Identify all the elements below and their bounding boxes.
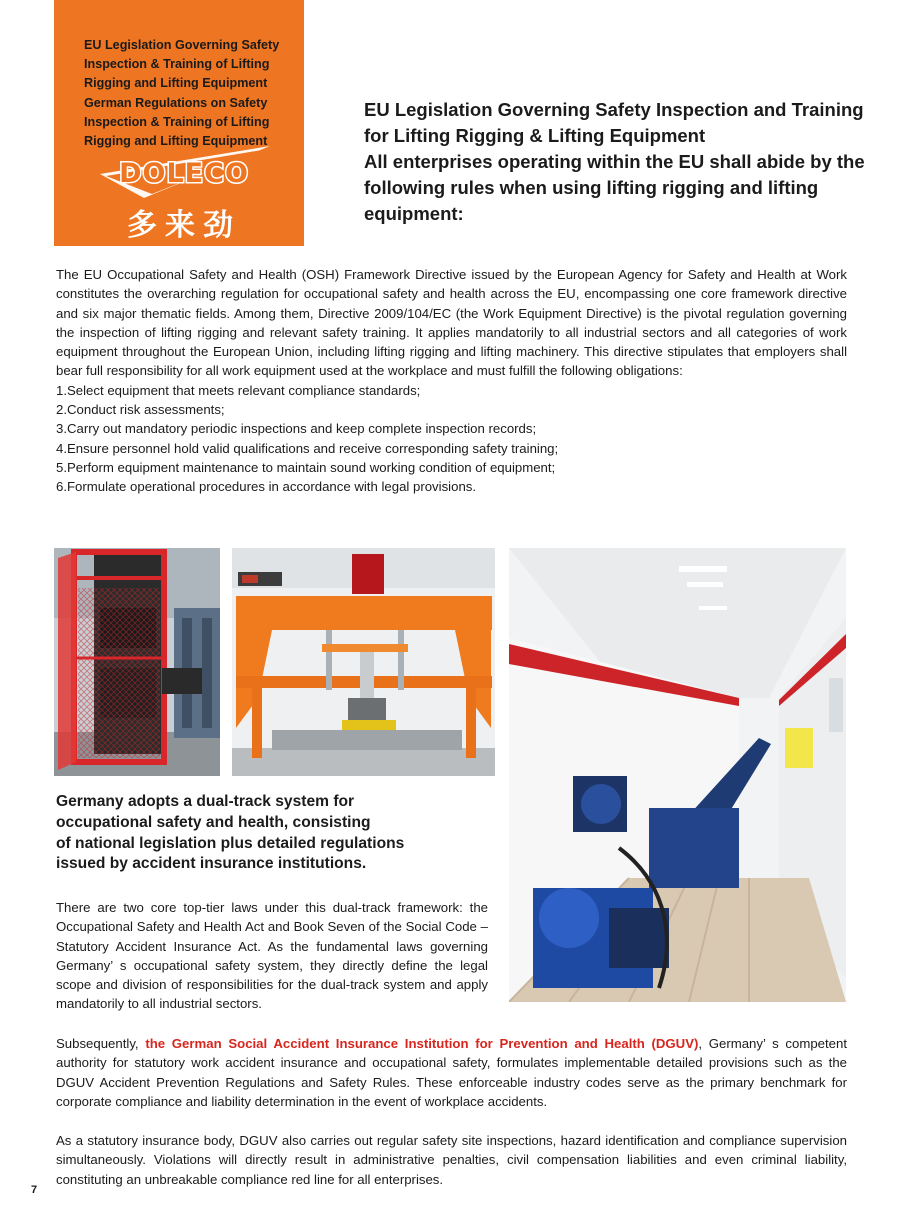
- logo-wordmark: DOLECO: [119, 158, 249, 189]
- obligations-list: [56, 381, 847, 497]
- badge-text: [84, 36, 284, 151]
- germany-heading-line: occupational safety and health, consisting: [56, 813, 371, 831]
- photo-orange-test-frame: [232, 548, 495, 776]
- germany-body: [56, 898, 488, 1014]
- dguv-prefix: Subsequently,: [56, 1036, 146, 1051]
- photo-test-lab: [509, 548, 846, 1002]
- headline-line: equipment:: [364, 203, 464, 224]
- page-number: 7: [31, 1184, 38, 1196]
- dguv-suffix: , Germany’ s competent authority for statutory work accident insurance and occupational safety, formulates implementable detailed provisions such as the DGUV Accident Prevention Regulations and Safety Rules. These enforceable industry codes serve as the primary benchmark for corporate compliance and liability determination in the event of workplace accidents.: [56, 1036, 848, 1109]
- obligation-item: 4.Ensure personnel hold valid qualifications and receive corresponding safety training;: [56, 440, 559, 456]
- obligation-item: 3.Carry out mandatory periodic inspections and keep complete inspection records;: [56, 421, 537, 437]
- photo-tensile-tester: [54, 548, 220, 776]
- title-badge: [54, 0, 304, 246]
- germany-heading-line: Germany adopts a dual-track system for: [56, 793, 355, 810]
- germany-heading-line: of national legislation plus detailed regulations: [56, 834, 405, 852]
- headline-line: EU Legislation Governing Safety Inspection and Training: [364, 99, 864, 120]
- badge-line: Rigging and Lifting Equipment: [84, 134, 268, 149]
- dguv-highlight: the German Social Accident Insurance Institution for Prevention and Health (DGUV): [145, 1036, 699, 1051]
- headline-line: following rules when using lifting rigging and lifting: [364, 177, 819, 198]
- germany-heading: [56, 792, 456, 875]
- obligation-item: 5.Perform equipment maintenance to maintain sound working condition of equipment;: [56, 459, 556, 475]
- inspection-paragraph: As a statutory insurance body, DGUV also carries out regular safety site inspections, hazard identification and compliance supervision simultaneously. Violations will directly result in administrative penalties, civil compensation liabilities and even criminal liability, constituting an unbreakable compliance red line for all enterprises.: [56, 1133, 847, 1187]
- germany-body-paragraph: There are two core top-tier laws under this dual-track framework: the Occupational Safety and Health Act and Book Seven of the Social Code – Statutory Accident Insurance Act. As the fundamental laws governing Germany’ s occupational safety system, they directly define the legal scope and division of responsibilities for the dual-track system and apply mandatorily to all industrial sectors.: [56, 900, 488, 1012]
- germany-heading-line: issued by accident insurance institutions.: [56, 855, 367, 873]
- page-headline: [364, 97, 864, 227]
- headline-line: All enterprises operating within the EU shall abide by the: [364, 151, 865, 172]
- eu-directive-section: [56, 265, 847, 497]
- badge-line: Inspection & Training of Lifting: [84, 114, 270, 129]
- obligation-item: 2.Conduct risk assessments;: [56, 402, 225, 418]
- headline-line: for Lifting Rigging & Lifting Equipment: [364, 125, 706, 146]
- badge-line: German Regulations on Safety: [84, 95, 268, 110]
- doleco-logo: [92, 140, 282, 200]
- dguv-paragraph: [56, 1034, 847, 1111]
- badge-line: Inspection & Training of Lifting: [84, 57, 270, 72]
- logo-chinese-name: 多来劲: [127, 208, 241, 243]
- obligation-item: 6.Formulate operational procedures in accordance with legal provisions.: [56, 479, 477, 495]
- obligation-item: 1.Select equipment that meets relevant compliance standards;: [56, 382, 421, 398]
- eu-directive-paragraph: The EU Occupational Safety and Health (OSH) Framework Directive issued by the European Agency for Safety and Health at Work constitutes the overarching regulation for occupational safety and health across the EU, encompassing one core framework directive and six major thematic fields. Among them, Directive 2009/104/EC (the Work Equipment Directive) is the pivotal regulation governing the inspection of lifting rigging and relevant safety training. It applies mandatorily to all industrial sectors and all categories of work equipment throughout the European Union, including lifting rigging and lifting machinery. This directive stipulates that employers shall bear full responsibility for all work equipment used at the workplace and must fulfill the following obligations:: [56, 267, 847, 379]
- badge-line: Rigging and Lifting Equipment: [84, 76, 268, 91]
- badge-line: EU Legislation Governing Safety: [84, 38, 280, 52]
